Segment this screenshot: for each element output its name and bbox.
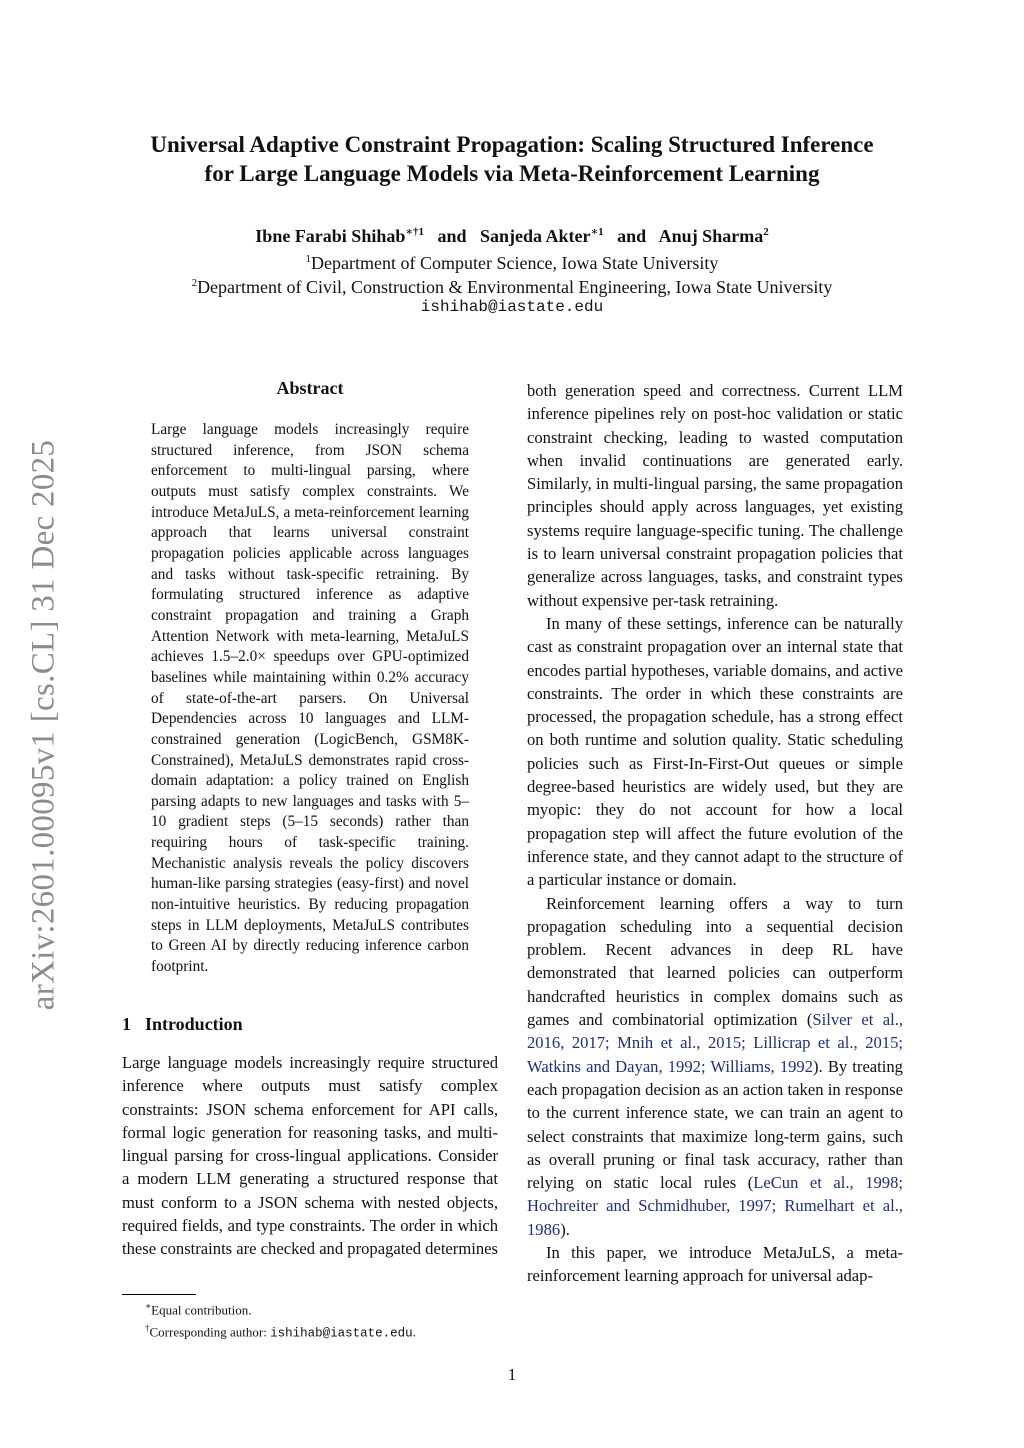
right-column — [527, 379, 903, 1288]
abstract-heading: Abstract — [276, 378, 344, 398]
paragraph-text: Reinforcement learning offers a way to turn propagation scheduling into a sequential decision problem. Recent advances in deep RL have demonstrated that learned policies can outperform handcrafted heuristics in complex domains such as games and combinatorial optimization ( — [527, 893, 903, 1030]
footnote-rule — [122, 1294, 196, 1295]
and-word: and — [617, 226, 647, 246]
footnote-email[interactable]: ishihab@iastate.edu — [270, 1326, 413, 1341]
intro-paragraph — [527, 892, 903, 1241]
citation-link[interactable]: LeCun et al., 1998; Hochreiter and Schmidhuber, 1997; Rumelhart et al., 1986 — [527, 1173, 903, 1239]
footnote-mark: † — [145, 1323, 150, 1334]
intro-paragraph: both generation speed and correctness. Current LLM inference pipelines rely on post-hoc validation or static constraint checking, leading to wasted computation when invalid continuations are generated early. Similarly, in multi-lingual parsing, the same propagation principles should apply across languages, yet existing systems require language-specific tuning. The challenge is to learn universal constraint propagation policies that generalize across languages, tasks, and constraint types without expensive per-task retraining. — [527, 381, 903, 610]
section-number: 1 — [122, 1014, 131, 1034]
title-line-2: for Large Language Models via Meta-Reinforcement Learning — [204, 161, 820, 186]
footnote-end: . — [412, 1324, 416, 1340]
footnotes — [145, 1297, 505, 1344]
affiliation-text: Department of Civil, Construction & Environmental Engineering, Iowa State University — [197, 277, 833, 297]
author-email[interactable]: ishihab@iastate.edu — [420, 298, 604, 316]
intro-left-paragraph: Large language models increasingly require structured inference where outputs must satisfy complex constraints: JSON schema enforcement for API calls, formal logic generation for reasoning tasks, and multi-lingual parsing for cross-lingual applications. Consider a modern LLM generating a structured response that must conform to a JSON schema with nested objects, required fields, and type constraints. The order in which these constraints are checked and propagated determines — [122, 1053, 498, 1259]
footnote-mark: ∗ — [145, 1301, 152, 1311]
footnote-text: Equal contribution. — [151, 1302, 252, 1318]
citation-link[interactable]: Silver et al., 2016, 2017; Mnih et al., 2015; Lillicrap et al., 2015; Watkins and Dayan, 1992; Williams, 1992 — [527, 1010, 903, 1076]
section-heading-introduction — [122, 1014, 498, 1035]
abstract-text: Large language models increasingly require structured inference, from JSON schema enforcement to multi-lingual parsing, where outputs must satisfy complex constraints. We introduce MetaJuLS, a meta-reinforcement learning approach that learns universal constraint propagation policies applicable across languages and tasks without task-specific retraining. By formulating structured inference as adaptive constraint propagation and training a Graph Attention Network with meta-learning, MetaJuLS achieves 1.5–2.0× speedups over GPU-optimized baselines while maintaining within 0.2% accuracy of state-of-the-art parsers. On Universal Dependencies across 10 languages and LLM-constrained generation (LogicBench, GSM8K-Constrained), MetaJuLS demonstrates rapid cross-domain adaptation: a policy trained on English parsing adapts to new languages and tasks with 5–10 gradient steps (5–15 seconds) rather than requiring hours of task-specific training. Mechanistic analysis reveals the policy discovers human-like parsing strategies (easy-first) and novel non-intuitive heuristics. By reducing propagation steps in LLM deployments, MetaJuLS contributes to Green AI by directly reducing inference carbon footprint. — [151, 421, 469, 976]
arxiv-side-label: arXiv:2601.00095v1 [cs.CL] 31 Dec 2025 — [25, 439, 62, 1011]
author-marks: ∗†1 — [405, 226, 424, 238]
title-line-1: Universal Adaptive Constraint Propagation: Scaling Structured Inference — [150, 132, 874, 157]
footnote-2 — [145, 1319, 505, 1343]
affiliation-mark: 1 — [305, 253, 312, 265]
author-name: Sanjeda Akter — [480, 226, 591, 246]
and-word: and — [437, 226, 467, 246]
footnote-text: Corresponding author: — [149, 1324, 271, 1340]
intro-paragraph: In many of these settings, inference can be naturally cast as constraint propagation over an internal state that encodes partial hypotheses, variable domains, and active constraints. The order in which these constraints are processed, the propagation schedule, has a strong effect on both runtime and solution quality. Static scheduling policies such as First-In-First-Out queues or simple degree-based heuristics are widely used, but they are myopic: they do not account for how a local propagation step will affect the future evolution of the inference state, and they cannot adapt to the structure of a particular instance or domain. — [527, 613, 903, 890]
page-number: 1 — [507, 1365, 517, 1384]
author-name: Anuj Sharma — [658, 226, 764, 246]
paragraph-text: ). By treating each propagation decision as an action taken in response to the current inference state, we can train an agent to select constraints that maximize long-term gains, such as overall pruning or final task accuracy, rather than relying on static local rules ( — [527, 1056, 903, 1193]
author-list — [80, 219, 944, 249]
affiliation-2 — [80, 271, 944, 299]
paragraph-text: ). — [560, 1219, 570, 1239]
affiliation-text: Department of Computer Science, Iowa State University — [311, 253, 719, 273]
section-title: Introduction — [145, 1014, 243, 1034]
affiliation-mark: 2 — [191, 277, 198, 289]
author-marks: 2 — [763, 226, 769, 238]
paper-title — [80, 130, 944, 188]
footnote-1 — [145, 1297, 505, 1319]
author-marks: ∗1 — [590, 226, 604, 238]
author-name: Ibne Farabi Shihab — [255, 226, 406, 246]
intro-paragraph: In this paper, we introduce MetaJuLS, a meta-reinforcement learning approach for universal adap- — [527, 1242, 903, 1286]
